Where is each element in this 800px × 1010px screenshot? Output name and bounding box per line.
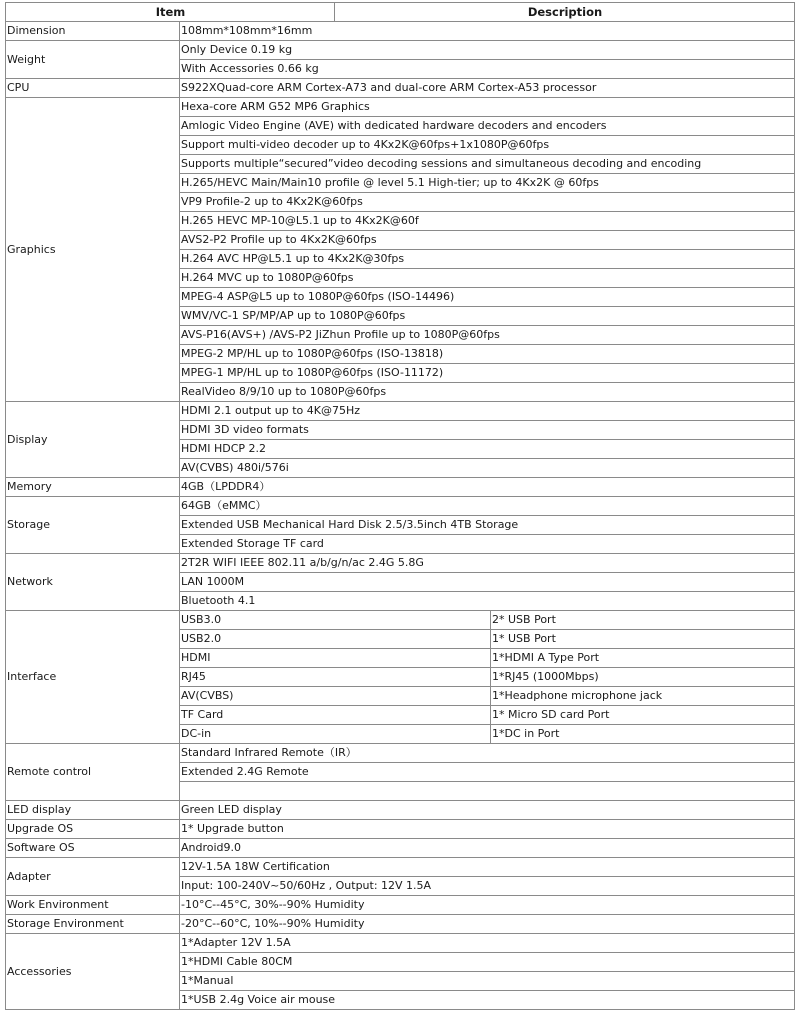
item-label-interface: Interface (6, 611, 180, 744)
interface-port-desc: 1*HDMI A Type Port (491, 649, 795, 668)
interface-port-desc: 1*Headphone microphone jack (491, 687, 795, 706)
description-line-display: HDMI HDCP 2.2 (180, 440, 795, 459)
item-label-software-os: Software OS (6, 839, 180, 858)
item-label-display: Display (6, 402, 180, 478)
interface-port-desc: 2* USB Port (491, 611, 795, 630)
description-line-graphics: WMV/VC-1 SP/MP/AP up to 1080P@60fps (180, 307, 795, 326)
header-row (6, 3, 795, 22)
description-line-display: HDMI 2.1 output up to 4K@75Hz (180, 402, 795, 421)
item-header: Item (6, 3, 335, 22)
table-row (6, 478, 795, 497)
item-label-storage-environment: Storage Environment (6, 915, 180, 934)
description-line-graphics: Amlogic Video Engine (AVE) with dedicated hardware decoders and encoders (180, 117, 795, 136)
description-line-display: HDMI 3D video formats (180, 421, 795, 440)
item-label-adapter: Adapter (6, 858, 180, 896)
description-line-graphics: H.264 MVC up to 1080P@60fps (180, 269, 795, 288)
item-label-accessories: Accessories (6, 934, 180, 1010)
table-row (6, 934, 795, 953)
description-line-accessories: 1*HDMI Cable 80CM (180, 953, 795, 972)
description-line-graphics: MPEG-1 MP/HL up to 1080P@60fps (ISO-11172) (180, 364, 795, 383)
table-row (6, 22, 795, 41)
description-line-accessories: 1*Adapter 12V 1.5A (180, 934, 795, 953)
description-line-graphics: MPEG-2 MP/HL up to 1080P@60fps (ISO-13818) (180, 345, 795, 364)
table-row (6, 896, 795, 915)
description-line-graphics: VP9 Profile-2 up to 4Kx2K@60fps (180, 193, 795, 212)
description-line-graphics: MPEG-4 ASP@L5 up to 1080P@60fps (ISO-14496) (180, 288, 795, 307)
description-line-upgrade-os: 1* Upgrade button (180, 820, 795, 839)
description-line-adapter: Input: 100-240V~50/60Hz , Output: 12V 1.5A (180, 877, 795, 896)
interface-port-desc: 1*RJ45 (1000Mbps) (491, 668, 795, 687)
interface-port-name: USB2.0 (180, 630, 491, 649)
item-label-upgrade-os: Upgrade OS (6, 820, 180, 839)
table-row (6, 402, 795, 421)
item-label-storage: Storage (6, 497, 180, 554)
description-line-network: 2T2R WIFI IEEE 802.11 a/b/g/n/ac 2.4G 5.8G (180, 554, 795, 573)
description-line-software-os: Android9.0 (180, 839, 795, 858)
description-line-weight: With Accessories 0.66 kg (180, 60, 795, 79)
description-line-graphics: Support multi-video decoder up to 4Kx2K@60fps+1x1080P@60fps (180, 136, 795, 155)
description-line-led-display: Green LED display (180, 801, 795, 820)
description-line-cpu: S922XQuad-core ARM Cortex-A73 and dual-core ARM Cortex-A53 processor (180, 79, 795, 98)
interface-port-desc: 1* Micro SD card Port (491, 706, 795, 725)
item-label-work-environment: Work Environment (6, 896, 180, 915)
table-row (6, 744, 795, 763)
item-label-network: Network (6, 554, 180, 611)
table-row (6, 801, 795, 820)
description-line-graphics: H.264 AVC HP@L5.1 up to 4Kx2K@30fps (180, 250, 795, 269)
item-label-led-display: LED display (6, 801, 180, 820)
item-label-memory: Memory (6, 478, 180, 497)
interface-port-desc: 1* USB Port (491, 630, 795, 649)
table-row (6, 858, 795, 877)
description-header: Description (335, 3, 795, 22)
description-line-work-environment: -10°C--45°C, 30%--90% Humidity (180, 896, 795, 915)
item-label-cpu: CPU (6, 79, 180, 98)
table-row (6, 915, 795, 934)
table-row (6, 497, 795, 516)
spec-table-body (6, 22, 795, 1010)
interface-port-name: USB3.0 (180, 611, 491, 630)
description-line-storage: 64GB（eMMC） (180, 497, 795, 516)
interface-port-name: RJ45 (180, 668, 491, 687)
description-line-adapter: 12V-1.5A 18W Certification (180, 858, 795, 877)
table-row (6, 41, 795, 60)
interface-port-desc: 1*DC in Port (491, 725, 795, 744)
spec-table (5, 2, 795, 1010)
interface-port-name: HDMI (180, 649, 491, 668)
table-row (6, 611, 795, 630)
description-line-graphics: H.265 HEVC MP-10@L5.1 up to 4Kx2K@60f (180, 212, 795, 231)
interface-port-name: AV(CVBS) (180, 687, 491, 706)
description-line-memory: 4GB（LPDDR4） (180, 478, 795, 497)
description-line-remote-control: Standard Infrared Remote（IR） (180, 744, 795, 763)
description-line-graphics: Hexa-core ARM G52 MP6 Graphics (180, 98, 795, 117)
interface-port-name: TF Card (180, 706, 491, 725)
description-line-storage-environment: -20°C--60°C, 10%--90% Humidity (180, 915, 795, 934)
item-label-graphics: Graphics (6, 98, 180, 402)
description-line-graphics: H.265/HEVC Main/Main10 profile @ level 5.1 High-tier; up to 4Kx2K @ 60fps (180, 174, 795, 193)
description-line-display: AV(CVBS) 480i/576i (180, 459, 795, 478)
interface-port-name: DC-in (180, 725, 491, 744)
description-line-graphics: AVS2-P2 Profile up to 4Kx2K@60fps (180, 231, 795, 250)
description-line-graphics: AVS-P16(AVS+) /AVS-P2 JiZhun Profile up to 1080P@60fps (180, 326, 795, 345)
description-line-network: LAN 1000M (180, 573, 795, 592)
description-line-accessories: 1*USB 2.4g Voice air mouse (180, 991, 795, 1010)
description-line-dimension: 108mm*108mm*16mm (180, 22, 795, 41)
description-line-weight: Only Device 0.19 kg (180, 41, 795, 60)
table-row (6, 839, 795, 858)
description-line-network: Bluetooth 4.1 (180, 592, 795, 611)
table-row (6, 554, 795, 573)
table-row (6, 820, 795, 839)
description-line-storage: Extended USB Mechanical Hard Disk 2.5/3.5inch 4TB Storage (180, 516, 795, 535)
table-row (6, 79, 795, 98)
item-label-remote-control: Remote control (6, 744, 180, 801)
description-line-remote-control (180, 782, 795, 801)
item-label-dimension: Dimension (6, 22, 180, 41)
description-line-graphics: Supports multiple“secured”video decoding sessions and simultaneous decoding and encoding (180, 155, 795, 174)
item-label-weight: Weight (6, 41, 180, 79)
description-line-accessories: 1*Manual (180, 972, 795, 991)
table-row (6, 98, 795, 117)
description-line-storage: Extended Storage TF card (180, 535, 795, 554)
description-line-graphics: RealVideo 8/9/10 up to 1080P@60fps (180, 383, 795, 402)
description-line-remote-control: Extended 2.4G Remote (180, 763, 795, 782)
